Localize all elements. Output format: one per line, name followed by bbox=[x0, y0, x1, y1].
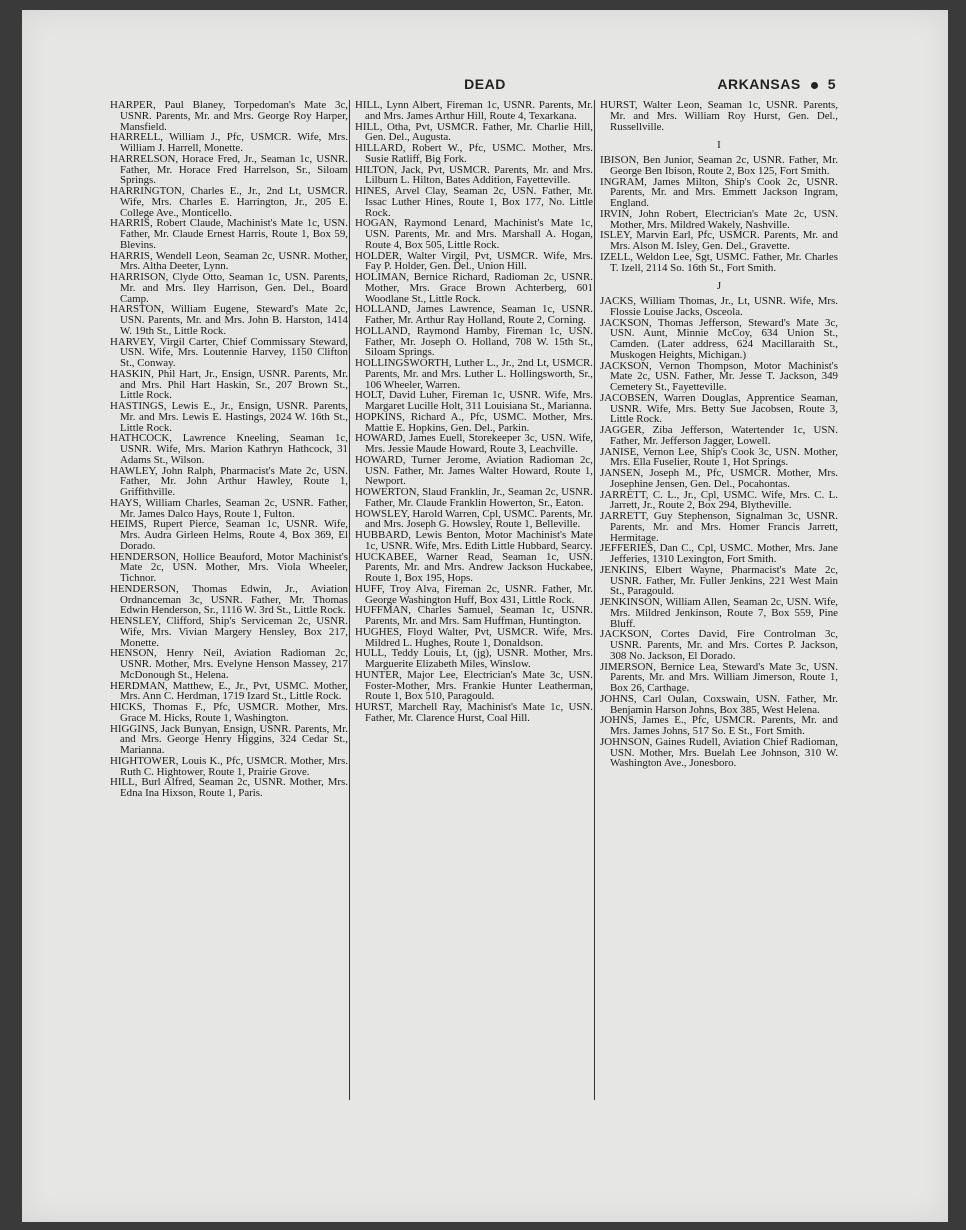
document-page bbox=[22, 10, 948, 1222]
casualty-entry: HILTON, Jack, Pvt, USMCR. Parents, Mr. and Mrs. Lilburn L. Hilton, Bates Addition, Fayetteville. bbox=[355, 163, 593, 187]
casualty-entry: JENKINSON, William Allen, Seaman 2c, USN. Wife, Mrs. Mildred Jenkinson, Route 7, Box 559, Pine Bluff. bbox=[600, 596, 838, 630]
casualty-entry: HARRINGTON, Charles E., Jr., 2nd Lt, USMCR. Wife, Mrs. Charles E. Harrington, Jr., 205 E. College Ave., Monticello. bbox=[110, 185, 348, 219]
casualty-entry: HILL, Lynn Albert, Fireman 1c, USNR. Parents, Mr. and Mrs. James Arthur Hill, Route 4, Texarkana. bbox=[355, 99, 593, 122]
column-3 bbox=[600, 100, 838, 769]
casualty-entry: JENKINS, Elbert Wayne, Pharmacist's Mate 2c, USNR. Father, Mr. Fuller Jenkins, 221 West Main St., Paragould. bbox=[600, 563, 838, 598]
casualty-entry: HARRIS, Wendell Leon, Seaman 2c, USNR. Mother, Mrs. Altha Deeter, Lynn. bbox=[110, 249, 348, 273]
casualty-entry: HUNTER, Major Lee, Electrician's Mate 3c, USN. Foster-Mother, Mrs. Frankie Hunter Leatherman, Route 1, Box 510, Paragould. bbox=[355, 668, 593, 703]
column-2 bbox=[355, 100, 593, 724]
casualty-entry: JACOBSEN, Warren Douglas, Apprentice Seaman, USNR. Wife, Mrs. Betty Sue Jacobsen, Route 3, Little Rock. bbox=[600, 391, 838, 426]
casualty-entry: HOPKINS, Richard A., Pfc, USMC. Mother, Mrs. Mattie E. Hopkins, Gen. Del., Parkin. bbox=[355, 410, 593, 434]
casualty-entry: HOGAN, Raymond Lenard, Machinist's Mate 1c, USN. Parents, Mr. and Mrs. Marshall A. Hogan, Route 4, Box 505, Little Rock. bbox=[355, 217, 593, 251]
casualty-entry: JOHNS, James E., Pfc, USMCR. Parents, Mr. and Mrs. James Johns, 517 So. E St., Fort Smith. bbox=[600, 714, 838, 737]
casualty-entry: JARRETT, C. L., Jr., Cpl, USMC. Wife, Mrs. C. L. Jarrett, Jr., Route 2, Box 294, Blytheville. bbox=[600, 488, 838, 512]
casualty-entry: JOHNSON, Gaines Rudell, Aviation Chief Radioman, USN. Mother, Mrs. Buelah Lee Johnson, 310 W. Washington Ave., Jonesboro. bbox=[600, 735, 838, 770]
casualty-entry: JACKSON, Cortes David, Fire Controlman 3c, USNR. Parents, Mr. and Mrs. Cortes P. Jackson, 308 No. Jackson, El Dorado. bbox=[600, 628, 838, 662]
casualty-entry: HATHCOCK, Lawrence Kneeling, Seaman 1c, USNR. Wife, Mrs. Marion Kathryn Hathcock, 31 Adams St., Wilson. bbox=[110, 432, 348, 466]
casualty-entry: HUBBARD, Lewis Benton, Motor Machinist's Mate 1c, USNR. Wife, Mrs. Edith Little Hubbard, Searcy. bbox=[355, 529, 593, 552]
casualty-entry: HARRELL, William J., Pfc, USMCR. Wife, Mrs. William J. Harrell, Monette. bbox=[110, 131, 348, 154]
casualty-entry: HAWLEY, John Ralph, Pharmacist's Mate 2c, USN. Father, Mr. John Arthur Hawley, Route 1, Griffithville. bbox=[110, 464, 348, 498]
casualty-entry: ISLEY, Marvin Earl, Pfc, USMCR. Parents, Mr. and Mrs. Alson M. Isley, Gen. Del., Gravette. bbox=[600, 229, 838, 252]
casualty-entry: HICKS, Thomas F., Pfc, USMCR. Mother, Mrs. Grace M. Hicks, Route 1, Washington. bbox=[110, 701, 348, 724]
casualty-entry: HILL, Burl Alfred, Seaman 2c, USNR. Mother, Mrs. Edna Ina Hixson, Route 1, Paris. bbox=[110, 776, 348, 799]
casualty-entry: HARPER, Paul Blaney, Torpedoman's Mate 3c, USNR. Parents, Mr. and Mrs. George Roy Harper, Mansfield. bbox=[110, 99, 348, 133]
bullet-icon bbox=[811, 82, 818, 89]
casualty-entry: HIGHTOWER, Louis K., Pfc, USMCR. Mother, Mrs. Ruth C. Hightower, Route 1, Prairie Grove. bbox=[110, 754, 348, 778]
casualty-entry: HUFFMAN, Charles Samuel, Seaman 1c, USNR. Parents, Mr. and Mrs. Sam Huffman, Huntington. bbox=[355, 604, 593, 627]
casualty-entry: HURST, Walter Leon, Seaman 1c, USNR. Parents, Mr. and Mrs. William Roy Hurst, Gen. Del., Russellville. bbox=[600, 99, 838, 133]
casualty-entry: IBISON, Ben Junior, Seaman 2c, USNR. Father, Mr. George Ben Ibison, Route 2, Box 125, Fort Smith. bbox=[600, 154, 838, 177]
casualty-entry: INGRAM, James Milton, Ship's Cook 2c, USNR. Parents, Mr. and Mrs. Emmett Jackson Ingram, England. bbox=[600, 175, 838, 209]
header-title: DEAD bbox=[464, 76, 506, 92]
casualty-entry: JACKS, William Thomas, Jr., Lt, USNR. Wife, Mrs. Flossie Louise Jacks, Osceola. bbox=[600, 295, 838, 318]
casualty-entry: HASKIN, Phil Hart, Jr., Ensign, USNR. Parents, Mr. and Mrs. Phil Hart Haskin, Sr., 207 Brown St., Little Rock. bbox=[110, 367, 348, 402]
casualty-entry: JANSEN, Joseph M., Pfc, USMCR. Mother, Mrs. Josephine Jensen, Gen. Del., Pocahontas. bbox=[600, 467, 838, 490]
casualty-entry: HURST, Marchell Ray, Machinist's Mate 1c, USN. Father, Mr. Clarence Hurst, Coal Hill. bbox=[355, 701, 593, 724]
column-1 bbox=[110, 100, 348, 799]
casualty-entry: HARRISON, Clyde Otto, Seaman 1c, USN. Parents, Mr. and Mrs. Iley Harrison, Gen. Del., Board Camp. bbox=[110, 271, 348, 305]
casualty-entry: HOLT, David Luher, Fireman 1c, USNR. Wife, Mrs. Margaret Lucille Holt, 311 Louisiana St., Marianna. bbox=[355, 389, 593, 412]
casualty-entry: JACKSON, Thomas Jefferson, Steward's Mate 3c, USN. Aunt, Minnie McCoy, 634 Union St., Camden. (Later address, 624 Macillaraith St., Muskogen Heights, Michigan.) bbox=[600, 316, 838, 361]
header-right bbox=[717, 76, 836, 92]
casualty-entry: HOWARD, James Euell, Storekeeper 3c, USN. Wife, Mrs. Jessie Maude Howard, Route 3, Leachville. bbox=[355, 432, 593, 455]
section-letter: J bbox=[716, 280, 722, 293]
casualty-entry: HOLDER, Walter Virgil, Pvt, USMCR. Wife, Mrs. Fay P. Holder, Gen. Del., Union Hill. bbox=[355, 249, 593, 273]
casualty-entry: HEIMS, Rupert Pierce, Seaman 1c, USNR. Wife, Mrs. Audra Girleen Helms, Route 4, Box 369, El Dorado. bbox=[110, 518, 348, 552]
header-page-number: 5 bbox=[827, 76, 836, 92]
casualty-entry: HOWARD, Turner Jerome, Aviation Radioman 2c, USN. Father, Mr. James Walter Howard, Route 1, Newport. bbox=[355, 453, 593, 488]
page-header bbox=[22, 76, 948, 96]
casualty-entry: JIMERSON, Bernice Lea, Steward's Mate 3c, USN. Parents, Mr. and Mrs. William Jimerson, Route 1, Box 26, Carthage. bbox=[600, 660, 838, 694]
casualty-entry: HUFF, Troy Alva, Fireman 2c, USNR. Father, Mr. George Washington Huff, Box 431, Little Rock. bbox=[355, 582, 593, 606]
casualty-entry: HENDERSON, Thomas Edwin, Jr., Aviation Ordnanceman 3c, USNR. Father, Mr. Thomas Edwin Henderson, Sr., 1116 W. 3rd St., Little Rock. bbox=[110, 582, 348, 617]
casualty-entry: HENSLEY, Clifford, Ship's Serviceman 2c, USNR. Wife, Mrs. Vivian Margery Hensley, Box 217, Monette. bbox=[110, 615, 348, 649]
casualty-entry: HAYS, William Charles, Seaman 2c, USNR. Father, Mr. James Dalco Hays, Route 1, Fulton. bbox=[110, 496, 348, 520]
section-letter: I bbox=[717, 139, 721, 152]
casualty-entry: HUGHES, Floyd Walter, Pvt, USMCR. Wife, Mrs. Mildred L. Hughes, Route 1, Donaldson. bbox=[355, 625, 593, 649]
casualty-entry: HOLIMAN, Bernice Richard, Radioman 2c, USNR. Mother, Mrs. Grace Brown Achterberg, 601 Woodlane St., Little Rock. bbox=[355, 271, 593, 305]
casualty-entry: HERDMAN, Matthew, E., Jr., Pvt, USMC. Mother, Mrs. Ann C. Herdman, 1719 Izard St., Little Rock. bbox=[110, 679, 348, 703]
casualty-entry: JEFFERIES, Dan C., Cpl, USMC. Mother, Mrs. Jane Jefferies, 1310 Lexington, Fort Smith. bbox=[600, 542, 838, 565]
casualty-entry: HARVEY, Virgil Carter, Chief Commissary Steward, USN. Wife, Mrs. Loutennie Harvey, 1150 Clifton St., Conway. bbox=[110, 335, 348, 369]
casualty-entry: HINES, Arvel Clay, Seaman 2c, USN. Father, Mr. Issac Luther Hines, Route 1, Box 177, No. Little Rock. bbox=[355, 185, 593, 219]
casualty-entry: HOLLINGSWORTH, Luther L., Jr., 2nd Lt, USMCR. Parents, Mr. and Mrs. Luther L. Hollingsworth, Sr., 106 Wheeler, Warren. bbox=[355, 357, 593, 391]
casualty-entry: HILL, Otha, Pvt, USMCR. Father, Mr. Charlie Hill, Gen. Del., Augusta. bbox=[355, 120, 593, 144]
casualty-entry: HULL, Teddy Louis, Lt, (jg), USNR. Mother, Mrs. Marguerite Elizabeth Miles, Winslow. bbox=[355, 647, 593, 670]
casualty-entry: HENDERSON, Hollice Beauford, Motor Machinist's Mate 2c, USN. Mother, Mrs. Viola Wheeler, Tichnor. bbox=[110, 550, 348, 584]
column-divider bbox=[349, 100, 350, 1100]
casualty-entry: IZELL, Weldon Lee, Sgt, USMC. Father, Mr. Charles T. Izell, 2114 So. 16th St., Fort Smith. bbox=[600, 250, 838, 274]
casualty-entry: HOLLAND, James Lawrence, Seaman 1c, USNR. Father, Mr. Arthur Ray Holland, Route 2, Corning. bbox=[355, 303, 593, 326]
casualty-entry: JACKSON, Vernon Thompson, Motor Machinist's Mate 2c, USN. Father, Mr. Jesse T. Jackson, 349 Cemetery St., Fayetteville. bbox=[600, 359, 838, 393]
casualty-entry: HARRELSON, Horace Fred, Jr., Seaman 1c, USNR. Father, Mr. Horace Fred Harrelson, Sr., Siloam Springs. bbox=[110, 152, 348, 187]
column-divider bbox=[594, 100, 595, 1100]
casualty-entry: HOLLAND, Raymond Hamby, Fireman 1c, USN. Father, Mr. Joseph O. Holland, 708 W. 15th St., Siloam Springs. bbox=[355, 324, 593, 359]
casualty-entry: JANISE, Vernon Lee, Ship's Cook 3c, USN. Mother, Mrs. Ella Fuselier, Route 1, Hot Springs. bbox=[600, 445, 838, 469]
casualty-entry: HILLARD, Robert W., Pfc, USMC. Mother, Mrs. Susie Ratliff, Big Fork. bbox=[355, 142, 593, 165]
casualty-entry: HOWSLEY, Harold Warren, Cpl, USMC. Parents, Mr. and Mrs. Joseph G. Howsley, Route 1, Belleville. bbox=[355, 507, 593, 531]
casualty-entry: IRVIN, John Robert, Electrician's Mate 2c, USN. Mother, Mrs. Mildred Wakely, Nashville. bbox=[600, 207, 838, 231]
casualty-entry: JARRETT, Guy Stephenson, Signalman 3c, USNR. Parents, Mr. and Mrs. Homer Francis Jarrett, Hermitage. bbox=[600, 510, 838, 544]
casualty-entry: HENSON, Henry Neil, Aviation Radioman 2c, USNR. Mother, Mrs. Evelyne Henson Massey, 217 McDonough St., Helena. bbox=[110, 647, 348, 681]
casualty-entry: HARSTON, William Eugene, Steward's Mate 2c, USN. Parents, Mr. and Mrs. John B. Harston, 1414 W. 19th St., Little Rock. bbox=[110, 303, 348, 337]
casualty-entry: HUCKABEE, Warner Read, Seaman 1c, USN. Parents, Mr. and Mrs. Andrew Jackson Huckabee, Route 1, Box 195, Hops. bbox=[355, 550, 593, 584]
header-state: ARKANSAS bbox=[717, 76, 801, 92]
casualty-entry: JOHNS, Carl Oulan, Coxswain, USN. Father, Mr. Benjamin Harson Johns, Box 385, West Helena. bbox=[600, 692, 838, 716]
casualty-entry: JAGGER, Ziba Jefferson, Watertender 1c, USN. Father, Mr. Jefferson Jagger, Lowell. bbox=[600, 424, 838, 447]
casualty-entry: HASTINGS, Lewis E., Jr., Ensign, USNR. Parents, Mr. and Mrs. Lewis E. Hastings, 2024 W. 16th St., Little Rock. bbox=[110, 400, 348, 434]
casualty-entry: HIGGINS, Jack Bunyan, Ensign, USNR. Parents, Mr. and Mrs. George Henry Higgins, 324 Cedar St., Marianna. bbox=[110, 722, 348, 756]
casualty-entry: HARRIS, Robert Claude, Machinist's Mate 1c, USN. Father, Mr. Claude Ernest Harris, Route 1, Box 59, Blevins. bbox=[110, 217, 348, 251]
casualty-entry: HOWERTON, Slaud Franklin, Jr., Seaman 2c, USNR. Father, Mr. Claude Franklin Howerton, Sr., Eaton. bbox=[355, 486, 593, 509]
